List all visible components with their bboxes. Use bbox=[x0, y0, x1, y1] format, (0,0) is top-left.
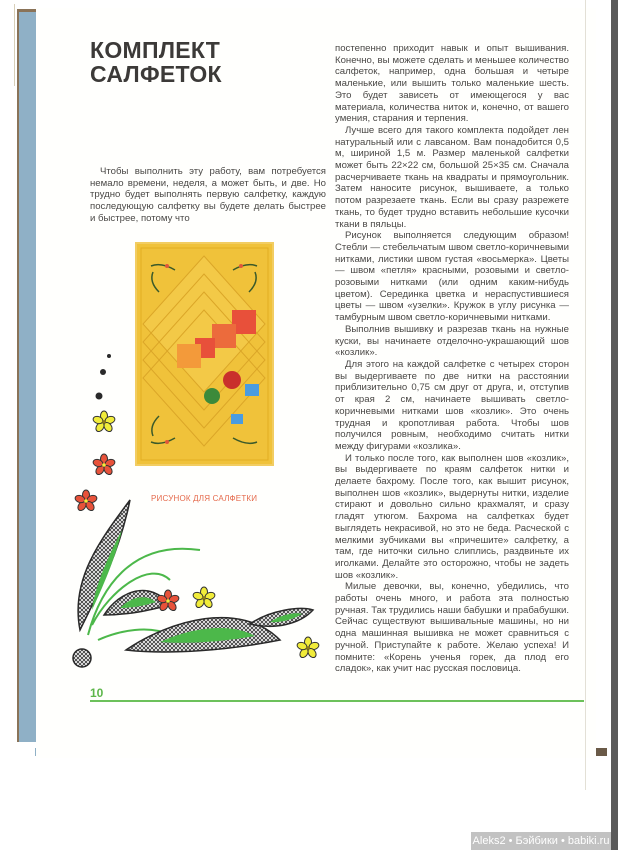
flower-icon bbox=[92, 454, 116, 476]
flower-icon bbox=[92, 411, 116, 433]
flower-icon bbox=[74, 490, 98, 512]
photo-caption: РИСУНОК ДЛЯ САЛФЕТКИ bbox=[151, 494, 258, 503]
dot-icon bbox=[96, 393, 103, 400]
scan-right-edge bbox=[611, 0, 618, 850]
page-number: 10 bbox=[90, 686, 104, 700]
title-line-2: САЛФЕТОК bbox=[90, 61, 222, 87]
continuation-paragraph: постепенно приходит навык и опыт вышивания. Конечно, вы можете сделать и меньшее количество салфеток, например, одна большая и четыре маленькие, или вышить только маленькие шесть. Это будет зависеть от имеющегося у вас материала, количества ниток и, конечно, от вашего умения, старания и терпения. bbox=[335, 43, 569, 125]
mesh-circle-icon bbox=[73, 649, 91, 667]
right-column-text bbox=[335, 43, 569, 675]
article-title bbox=[90, 38, 222, 86]
page-footer-rule bbox=[90, 700, 584, 702]
paragraph-materials: Лучше всего для такого комплекта подойдет лен натуральный или с лавсаном. Вам понадобится 0,5 м, шириной 1,5 м. Размер маленькой салфетки может быть 22×22 см, большой 25×35 см. Сначала расчерчиваете ткань на квадраты и прямоугольник. Затем наносите рисунок, вышиваете, а только потом разрезаете ткань. Если вы сразу разрежете ткань, то будет трудно вставить небольшие кусочки ткани в пяльцы. bbox=[335, 124, 569, 230]
paragraph-conclusion: Милые девочки, вы, конечно, убедились, что работы очень много, и работа эта полностью ручная. Так трудились наши бабушки и прабабушки. Сейчас существуют вышивальные машины, но ни одна машинная вышивка не может сравниться с ручной. Приступайте к работе. Желаю успеха! И помните: «Корень ученья горек, да плод его сладок», как учит нас русская пословица. bbox=[335, 581, 569, 675]
flower-icon bbox=[296, 637, 320, 659]
magazine-spine bbox=[17, 9, 37, 742]
paragraph-pattern: Рисунок выполняется следующим образом! Стебли — стебельчатым швом светло-коричневыми нитками, листики швом густая «восьмерка». Цветы — швом «петля» красными, розовыми и светло-розовыми нитками (или одним каким-нибудь цветом). Серединка цветка и нераспустившиеся цветы — швом «узелки». Кружок в углу рисунка — тамбурным швом светло-коричневыми нитками. bbox=[335, 230, 569, 324]
dot-icon bbox=[107, 354, 111, 358]
intro-paragraph: Чтобы выполнить эту работу, вам потребуется немало времени, неделя, а может быть, и две. Но трудно будет выполнять первую салфетку, каждую последующую салфетку вы будете делать быстрее и быстрее, потому что bbox=[90, 166, 326, 224]
embroidery-pattern-decoration bbox=[60, 340, 350, 670]
paragraph-fringe: И только после того, как выполнен шов «козлик», вы выдергиваете по краям салфеток нитки и делаете бахрому. После того, как вышит рисунок, выполнен шов «козлик», выдернуты нитки, изделие стирают и довольно сильно крахмалят, и сразу гладят утюгом. Бахрома на салфетках будет выглядеть некрасивой, но это не беда. Расческой с мелкими зубчиками вы «причешите» салфетку, а там, где ниточки сильно слиплись, раздвиньте их иголками. Делайте это осторожно, чтобы не задеть шов «козлик». bbox=[335, 452, 569, 581]
flower-icon bbox=[192, 587, 216, 609]
flower-icon bbox=[156, 590, 180, 612]
paragraph-kozlik: Для этого на каждой салфетке с четырех сторон вы выдергиваете по две нитки на расстоянии приблизительно 0,75 см друг от друга, и, отступив от края 2 см, начинаете вышивать светло-коричневыми нитками шов «козлик». Это очень трудная и кропотливая работа. Чтобы шов получился ровным, необходимо считать нитки между фигурами «козлика». bbox=[335, 358, 569, 452]
left-column-text bbox=[90, 166, 326, 225]
page-curve-line bbox=[585, 0, 586, 790]
paragraph-cutting: Выполнив вышивку и разрезав ткань на нужные куски, вы начинаете отделочно-украшающий шов «козлик». bbox=[335, 323, 569, 359]
dot-icon bbox=[100, 369, 106, 375]
watermark: Aleks2 • Бэйбики • babiki.ru bbox=[471, 832, 611, 850]
title-line-1: КОМПЛЕКТ bbox=[90, 37, 221, 63]
